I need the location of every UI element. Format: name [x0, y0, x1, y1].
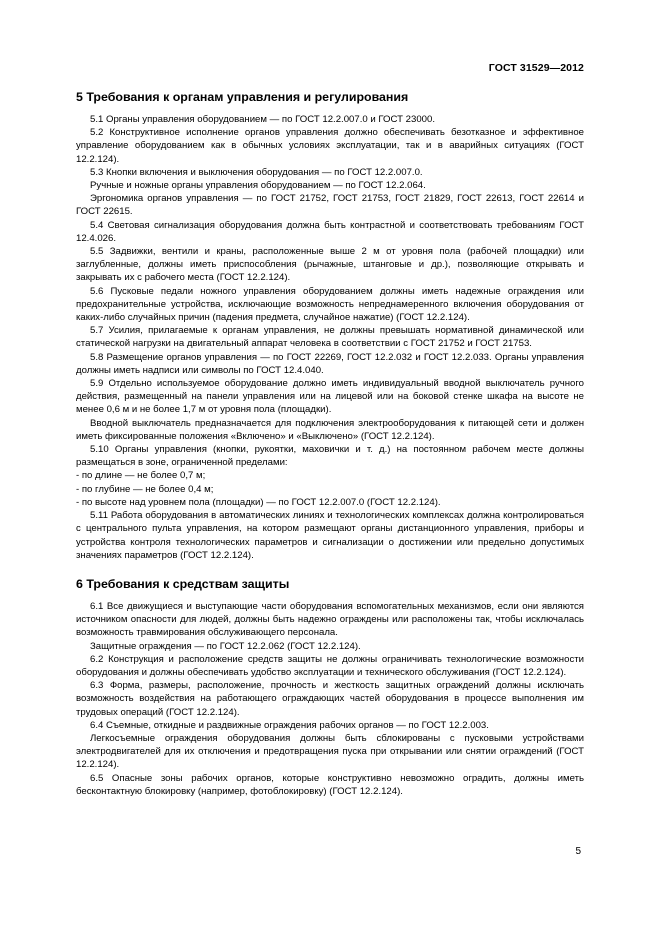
paragraph: 5.6 Пусковые педали ножного управления оборудованием должны иметь надежные ограждения или предохранительные устройства, исключающие возможность непреднамеренного включения оборудования от каких-либо случайных причин (падения предмета, случайное нажатие) (ГОСТ 12.2.124). — [76, 285, 584, 324]
document-id: ГОСТ 31529—2012 — [488, 62, 584, 74]
paragraph: 6.5 Опасные зоны рабочих органов, которые конструктивно невозможно оградить, должны иметь бесконтактную блокировку (например, фотоблокировку) (ГОСТ 12.2.124). — [76, 772, 584, 797]
list-item: - по высоте над уровнем пола (площадки) — по ГОСТ 12.2.007.0 (ГОСТ 12.2.124). — [76, 496, 441, 508]
paragraph: Ручные и ножные органы управления оборудованием — по ГОСТ 12.2.064. — [90, 180, 426, 192]
list-item: - по глубине — не более 0,4 м; — [76, 483, 214, 495]
paragraph: 5.5 Задвижки, вентили и краны, расположенные выше 2 м от уровня пола (рабочей площадки) или заглубленные, должны иметь приспособления (рычажные, штанговые и др.), позволяющие открывать и закрывать их с рабочего места (ГОСТ 12.2.124). — [76, 246, 584, 284]
paragraph: 5.9 Отдельно используемое оборудование должно иметь индивидуальный вводной выключатель ручного действия, размещенный на панели управления или на лицевой или на боковой стенке шкафа на высоте не менее 0,6 м и не более 1,7 м от уровня пола (площадки). — [76, 378, 584, 416]
paragraph: 6.4 Съемные, откидные и раздвижные ограждения рабочих органов — по ГОСТ 12.2.003. — [90, 719, 489, 731]
paragraph: 5.1 Органы управления оборудованием — по ГОСТ 12.2.007.0 и ГОСТ 23000. — [90, 114, 435, 125]
page-content — [76, 90, 584, 798]
list-item: - по длине — не более 0,7 м; — [76, 470, 206, 482]
paragraph: 5.3 Кнопки включения и выключения оборудования — по ГОСТ 12.2.007.0. — [90, 166, 423, 178]
paragraph: 6.1 Все движущиеся и выступающие части оборудования вспомогательных механизмов, если они являются источником опасности для людей, должны быть надежно ограждены или расположены так, чтобы исключалась возможность травмирования обслуживающего персонала. — [76, 600, 584, 639]
page-number: 5 — [575, 846, 581, 857]
paragraph: Вводной выключатель предназначается для подключения электрооборудования к питающей сети и должен иметь фиксированные положения «Включено» и «Выключено» (ГОСТ 12.2.124). — [76, 417, 584, 442]
paragraph: 5.2 Конструктивное исполнение органов управления должно обеспечивать безотказное и эффективное управление оборудованием как в обычных условиях эксплуатации, так и в аварийных ситуациях (ГОСТ 12.2.124). — [76, 127, 584, 165]
paragraph: 5.10 Органы управления (кнопки, рукоятки, маховички и т. д.) на постоянном рабочем месте должны размещаться в зоне, ограниченной пределами: — [76, 444, 584, 469]
section-6-title: 6 Требования к средствам защиты — [76, 576, 290, 591]
paragraph: 6.2 Конструкция и расположение средств защиты не должны ограничивать технологические возможности оборудования и должны обеспечивать удобство эксплуатации и технического обслуживания (ГОСТ 12.2.124). — [76, 653, 584, 678]
paragraph: 5.4 Световая сигнализация оборудования должна быть контрастной и соответствовать требованиям ГОСТ 12.4.026. — [76, 219, 584, 244]
paragraph: 6.3 Форма, размеры, расположение, прочность и жесткость защитных ограждений должны исключать возможность воздействия на работающего ограждающих частей оборудования в процессе выполнения им трудовых операций (ГОСТ 12.2.124). — [76, 680, 584, 718]
paragraph: 5.7 Усилия, прилагаемые к органам управления, не должны превышать нормативной динамической или статической нагрузки на двигательный аппарат человека в соответствии с ГОСТ 21752 и ГОСТ 21753. — [76, 325, 584, 350]
paragraph: 5.11 Работа оборудования в автоматических линиях и технологических комплексах должна контролироваться с центрального пульта управления, на котором размещают органы дистанционного управления, приборы и устройства контроля технологических параметров и сигнализации о достижении или предельно допустимых значениях параметров (ГОСТ 12.2.124). — [76, 510, 584, 561]
paragraph: 5.8 Размещение органов управления — по ГОСТ 22269, ГОСТ 12.2.032 и ГОСТ 12.2.033. Органы управления должны иметь надписи или символы по ГОСТ 12.4.040. — [76, 351, 584, 376]
paragraph: Легкосъемные ограждения оборудования должны быть сблокированы с пусковыми устройствами электродвигателей для их отключения и предотвращения пуска при открывании или снятии ограждений (ГОСТ 12.2.124). — [76, 732, 584, 771]
paragraph: Эргономика органов управления — по ГОСТ 21752, ГОСТ 21753, ГОСТ 21829, ГОСТ 22613, ГОСТ 22614 и ГОСТ 22615. — [76, 193, 584, 218]
section-5-title: 5 Требования к органам управления и регулирования — [76, 90, 409, 104]
paragraph: Защитные ограждения — по ГОСТ 12.2.062 (ГОСТ 12.2.124). — [90, 640, 361, 652]
